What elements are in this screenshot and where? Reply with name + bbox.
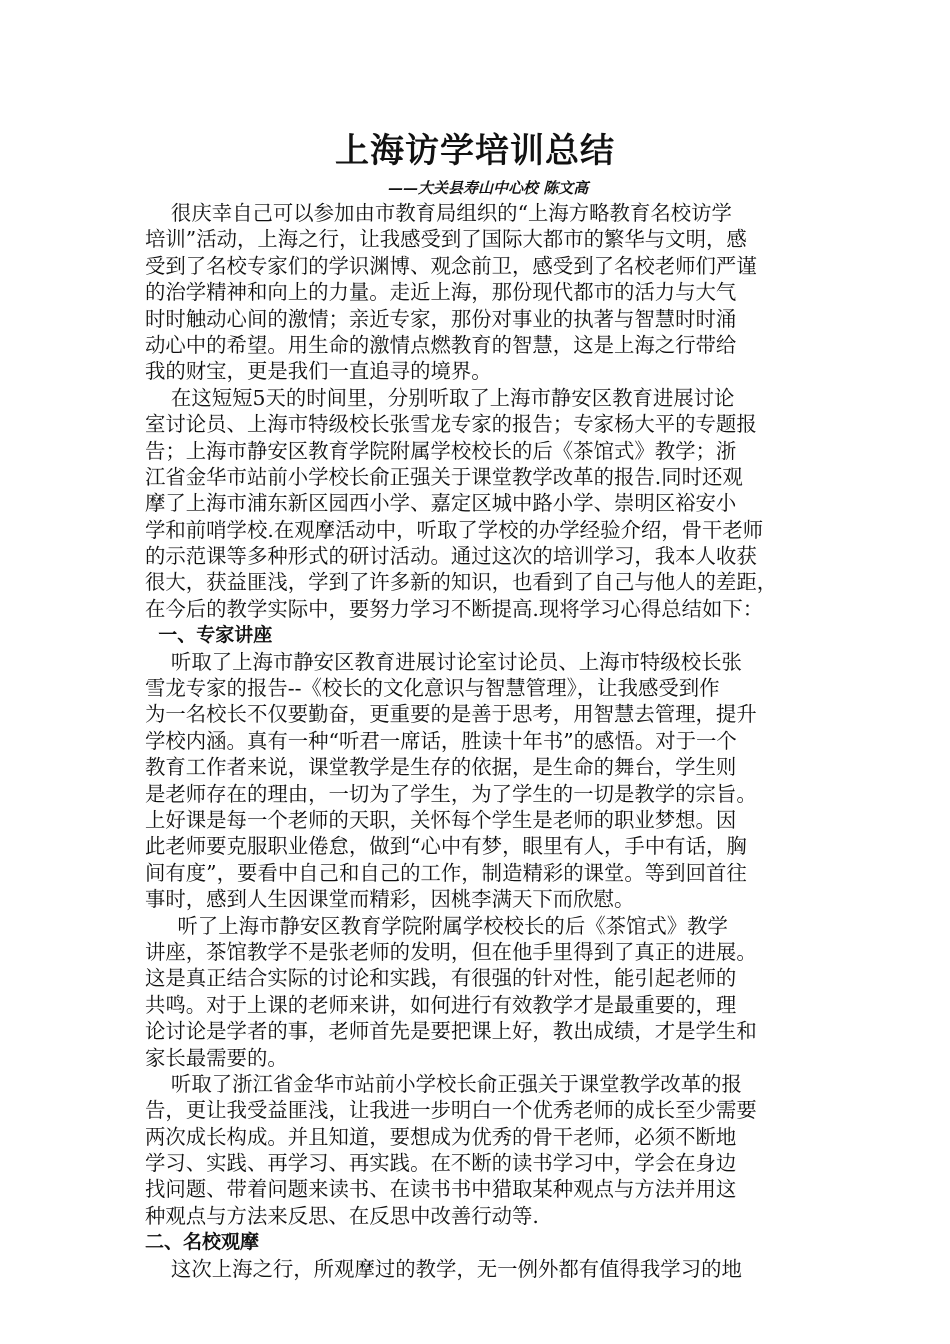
section-heading: 一、专家讲座 — [145, 624, 273, 647]
paragraph-line: 告，更让我受益匪浅，让我进一步明白一个优秀老师的成长至少需要 — [145, 1098, 757, 1123]
paragraph-line: 学和前哨学校.在观摩活动中，听取了学校的办学经验介绍，骨干老师 — [145, 517, 764, 542]
paragraph-line: 教育工作者来说，课堂教学是生存的依据，是生命的舞台，学生则 — [145, 755, 737, 780]
paragraph-line: 事时，感到人生因课堂而精彩，因桃李满天下而欣慰。 — [145, 887, 635, 912]
paragraph-line: 上好课是每一个老师的天职，关怀每个学生是老师的职业梦想。因 — [145, 807, 737, 832]
paragraph-line: 很大，获益匪浅，学到了许多新的知识，也看到了自己与他人的差距， — [145, 570, 778, 595]
paragraph-line: 听取了浙江省金华市站前小学校长俞正强关于课堂教学改革的报 — [145, 1071, 742, 1096]
paragraph-line: 这次上海之行，所观摩过的教学，无一例外都有值得我学习的地 — [145, 1256, 742, 1281]
paragraph-line: 听取了上海市静安区教育进展讨论室讨论员、上海市特级校长张 — [145, 649, 742, 674]
paragraph-line: 摩了上海市浦东新区园西小学、嘉定区城中路小学、崇明区裕安小 — [145, 491, 737, 516]
paragraph-line: 受到了名校专家们的学识渊博、观念前卫，感受到了名校老师们严谨 — [145, 253, 757, 278]
paragraph-line: 雪龙专家的报告--《校长的文化意识与智慧管理》，让我感受到作 — [145, 676, 720, 701]
paragraph-line: 共鸣。对于上课的老师来讲，如何进行有效教学才是最重要的，理 — [145, 992, 737, 1017]
document-title: 上海访学培训总结 — [335, 131, 615, 171]
paragraph-line: 论讨论是学者的事，老师首先是要把课上好，教出成绩，才是学生和 — [145, 1019, 757, 1044]
paragraph-line: 江省金华市站前小学校长俞正强关于课堂教学改革的报告.同时还观 — [145, 464, 743, 489]
paragraph-line: 种观点与方法来反思、在反思中改善行动等. — [145, 1203, 539, 1228]
paragraph-line: 学习、实践、再学习、再实践。在不断的读书学习中，学会在身边 — [145, 1151, 737, 1176]
paragraph-line: 的示范课等多种形式的研讨活动。通过这次的培训学习，我本人收获 — [145, 544, 757, 569]
paragraph-line: 学校内涵。真有一种“听君一席话，胜读十年书”的感悟。对于一个 — [145, 728, 737, 753]
paragraph-line: 告；上海市静安区教育学院附属学校校长的后《茶馆式》教学；浙 — [145, 438, 737, 463]
paragraph-line: 培训”活动，上海之行，让我感受到了国际大都市的繁华与文明，感 — [145, 227, 747, 252]
paragraph-line: 室讨论员、上海市特级校长张雪龙专家的报告；专家杨大平的专题报 — [145, 412, 757, 437]
paragraph-line: 找问题、带着问题来读书、在读书书中猎取某种观点与方法并用这 — [145, 1177, 737, 1202]
paragraph-line: 动心中的希望。用生命的激情点燃教育的智慧，这是上海之行带给 — [145, 332, 737, 357]
paragraph-line: 为一名校长不仅要勤奋，更重要的是善于思考，用智慧去管理，提升 — [145, 702, 757, 727]
section-heading: 二、名校观摩 — [145, 1231, 260, 1254]
paragraph-line: 在今后的教学实际中，要努力学习不断提高.现将学习心得总结如下： — [145, 596, 764, 621]
paragraph-line: 时时触动心间的激情；亲近专家，那份对事业的执著与智慧时时涌 — [145, 306, 737, 331]
paragraph-line: 讲座，茶馆教学不是张老师的发明，但在他手里得到了真正的进展。 — [145, 939, 757, 964]
paragraph-line: 家长最需要的。 — [145, 1045, 288, 1070]
paragraph-line: 间有度”，要看中自己和自己的工作，制造精彩的课堂。等到回首往 — [145, 860, 747, 885]
paragraph-line: 此老师要克服职业倦怠，做到“心中有梦，眼里有人，手中有话，胸 — [145, 834, 747, 859]
paragraph-line: 听了上海市静安区教育学院附属学校校长的后《茶馆式》教学 — [145, 913, 728, 938]
paragraph-line: 这是真正结合实际的讨论和实践，有很强的针对性，能引起老师的 — [145, 966, 737, 991]
paragraph-line: 两次成长构成。并且知道，要想成为优秀的骨干老师，必须不断地 — [145, 1124, 737, 1149]
paragraph-line: 在这短短5天的时间里，分别听取了上海市静安区教育进展讨论 — [145, 385, 735, 410]
paragraph-line: 很庆幸自己可以参加由市教育局组织的“上海方略教育名校访学 — [145, 201, 732, 225]
document-body — [145, 200, 809, 1282]
paragraph-line: 是老师存在的理由，一切为了学生，为了学生的一切是教学的宗旨。 — [145, 781, 757, 806]
author-byline: ——大关县寿山中心校 陈文高 — [388, 179, 589, 197]
paragraph-line: 我的财宝，更是我们一直追寻的境界。 — [145, 359, 492, 384]
paragraph-line: 的治学精神和向上的力量。走近上海，那份现代都市的活力与大气 — [145, 280, 737, 305]
